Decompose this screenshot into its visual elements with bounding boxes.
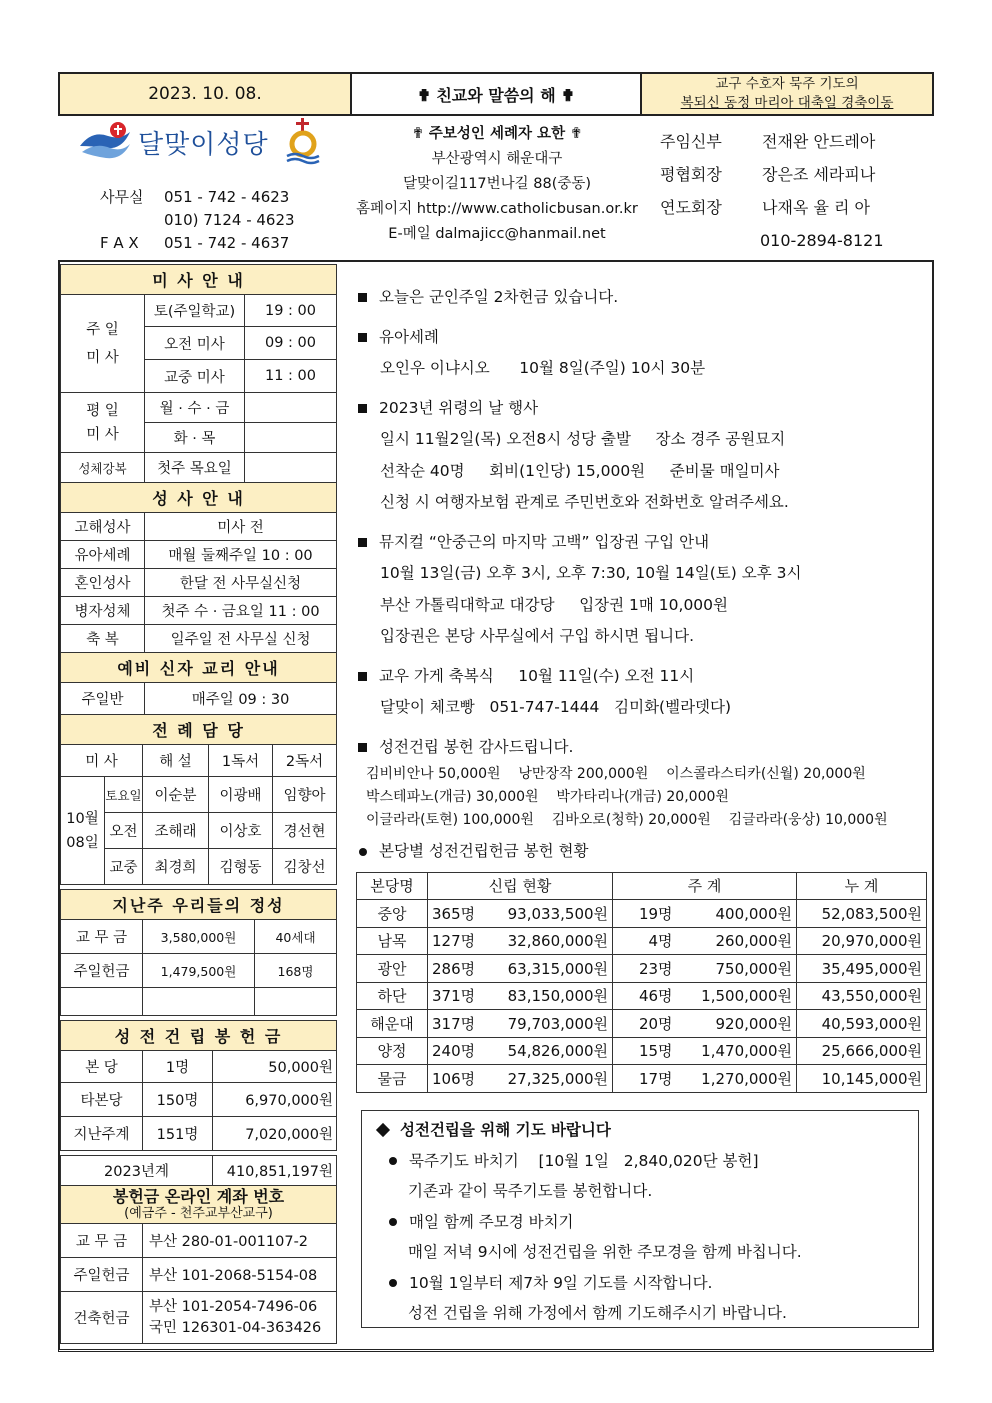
parish-status-table	[356, 872, 927, 1093]
building-account-numbers: 부산 101-2054-7496-06 국민 126301-04-363426	[143, 1292, 337, 1344]
offering-count: 40세대	[255, 920, 337, 954]
weekday-time	[245, 423, 337, 453]
notice-item: 본당별 성전건립헌금 봉헌 현황	[356, 836, 926, 868]
staff-row: 평협회장 장은조 세라피나	[660, 165, 876, 184]
prayer-item: 묵주기도 바치기 [10월 1일 2,840,020단 봉헌]	[374, 1146, 908, 1177]
liturgy-reading2: 김창선	[273, 849, 337, 885]
patron-saint: ✟ 주보성인 세례자 요한 ✟	[411, 126, 583, 142]
table-row: 남목 127명 32,860,000원 4명 260,000원 20,970,000원	[357, 927, 927, 955]
office-phones	[100, 186, 295, 255]
weekday-time	[245, 393, 337, 423]
office-phone-row: 010) 7124 - 4623	[164, 211, 295, 229]
staff-phone: 010-2894-8121	[760, 231, 884, 250]
catechism-title: 예비 신자 교리 안내	[61, 653, 337, 683]
prayer-detail: 성전 건립을 위해 가정에서 함께 기도해주시기 바랍니다.	[408, 1304, 787, 1322]
table-row: 물금 106명 27,325,000원 17명 1,270,000원 10,145,000원	[357, 1065, 927, 1093]
accounts-table	[60, 1185, 337, 1344]
parish-contact	[352, 122, 642, 247]
empty-cell	[255, 988, 337, 1016]
liturgy-reading2: 임향아	[273, 777, 337, 813]
prayer-item: 10월 1일부터 제7차 9일 기도를 시작합니다.	[374, 1268, 908, 1299]
sacrament-label: 혼인성사	[61, 569, 145, 597]
offering-label: 교 무 금	[61, 920, 143, 954]
building-fund-year-table	[60, 1155, 337, 1186]
account-number: 부산 280-01-001107-2	[143, 1224, 337, 1258]
mass-time: 11 : 00	[245, 360, 337, 393]
staff-row: 연도회장 나재옥 율 리 아	[660, 198, 870, 217]
feast-title: 교구 수호자 묵주 기도의 복되신 동정 마리아 대축일 경축이동	[642, 74, 932, 114]
liturgy-date: 10월 08일	[61, 777, 105, 885]
mass-name: 오전 미사	[145, 327, 245, 360]
fund-label: 지난주계	[61, 1117, 143, 1151]
address-line: 달맞이길117번나길 88(중동)	[402, 176, 592, 192]
prayer-title: 성전건립을 위해 기도 바랍니다	[400, 1121, 611, 1139]
mass-title: 미 사 안 내	[61, 265, 337, 295]
liturgy-mass: 오전	[105, 813, 143, 849]
account-label: 건축헌금	[61, 1292, 143, 1344]
status-header: 본당명	[357, 872, 428, 900]
accounts-subtitle: (예금주 - 천주교부산교구)	[124, 1205, 273, 1221]
accounts-title: 봉헌금 온라인 계좌 번호 (예금주 - 천주교부산교구)	[61, 1186, 337, 1224]
dot-bullet-icon	[359, 848, 367, 856]
fund-year-label: 2023년계	[61, 1156, 213, 1186]
square-bullet-icon	[358, 672, 367, 681]
notice-item: 교우 가게 축복식 10월 11일(수) 오전 11시 달맞이 체코빵 051-747-1444 김미화(벨라뎃다)	[356, 661, 926, 724]
liturgy-header: 2독서	[273, 745, 337, 777]
staff-list	[660, 125, 884, 257]
notice-item: 성전건립 봉헌 감사드립니다. 김비비안나 50,000원 낭만장작 200,000원 이스콜라스티카(신월) 20,000원 박스테파노(개금) 30,000원 박가타리나(개금) 20,000원 이글라라(토현) 100,000원 김바오로(청학) 20,000원 김글라라(웅상) 10,000원	[356, 732, 926, 833]
diamond-bullet-icon	[376, 1123, 390, 1137]
liturgy-reading1: 이광배	[209, 777, 273, 813]
fund-count: 151명	[143, 1117, 213, 1151]
sacrament-value: 한달 전 사무실신청	[145, 569, 337, 597]
offering-label: 주일헌금	[61, 954, 143, 988]
sacraments-title: 성 사 안 내	[61, 483, 337, 513]
homepage-link[interactable]: 홈페이지 http://www.catholicbusan.or.kr	[356, 201, 638, 217]
fund-year-amount: 410,851,197원	[213, 1156, 337, 1186]
catechism-label: 주일반	[61, 683, 145, 715]
staff-row: 주임신부 전재완 안드레아	[660, 132, 876, 151]
parish-logo	[78, 118, 323, 166]
empty-cell	[61, 988, 143, 1016]
offering-count: 168명	[255, 954, 337, 988]
dot-bullet-icon	[389, 1279, 397, 1287]
fund-amount: 50,000원	[213, 1051, 337, 1083]
communion-time	[245, 453, 337, 483]
weekday-days: 월 · 수 · 금	[145, 393, 245, 423]
sacrament-label: 축 복	[61, 625, 145, 653]
dot-bullet-icon	[389, 1218, 397, 1226]
fund-count: 150명	[143, 1083, 213, 1117]
mass-name: 교중 미사	[145, 360, 245, 393]
offering-amount: 3,580,000원	[143, 920, 255, 954]
top-banner	[58, 72, 934, 116]
fund-label: 본 당	[61, 1051, 143, 1083]
year-theme: ✟ 친교와 말씀의 해 ✟	[352, 74, 642, 114]
square-bullet-icon	[358, 333, 367, 342]
offerings-title: 지난주 우리들의 정성	[61, 890, 337, 920]
table-row: 광안 286명 63,315,000원 23명 750,000원 35,495,000원	[357, 955, 927, 983]
mass-name: 토(주일학교)	[145, 295, 245, 327]
prayer-detail: 기존과 같이 묵주기도를 봉헌합니다.	[408, 1182, 653, 1200]
liturgy-header: 해 설	[143, 745, 209, 777]
square-bullet-icon	[358, 743, 367, 752]
sacrament-label: 유아세례	[61, 541, 145, 569]
liturgy-reading1: 이상호	[209, 813, 273, 849]
prayer-box	[361, 1110, 919, 1328]
liturgy-commentator: 최경희	[143, 849, 209, 885]
account-number: 부산 101-2068-5154-08	[143, 1258, 337, 1292]
liturgy-commentator: 이순분	[143, 777, 209, 813]
liturgy-reading1: 김형동	[209, 849, 273, 885]
table-row: 양정 240명 54,826,000원 15명 1,470,000원 25,666,000원	[357, 1037, 927, 1065]
catechism-table	[60, 652, 337, 715]
moon-cross-emblem-icon	[283, 118, 323, 166]
parish-name: 달맞이성당	[138, 129, 269, 160]
liturgy-commentator: 조해래	[143, 813, 209, 849]
dot-bullet-icon	[389, 1157, 397, 1165]
status-header: 누 계	[797, 872, 927, 900]
wave-logo-icon	[78, 120, 132, 164]
liturgy-header: 미 사	[61, 745, 143, 777]
communion-value: 첫주 목요일	[145, 453, 245, 483]
weekday-mass-label: 평 일 미 사	[61, 393, 145, 453]
offerings-table	[60, 889, 337, 1016]
liturgy-header: 1독서	[209, 745, 273, 777]
catechism-value: 매주일 09 : 30	[145, 683, 337, 715]
offering-amount: 1,479,500원	[143, 954, 255, 988]
empty-cell	[143, 988, 255, 1016]
account-label: 교 무 금	[61, 1224, 143, 1258]
liturgy-table	[60, 714, 337, 885]
weekday-days: 화 · 목	[145, 423, 245, 453]
prayer-item: 매일 함께 주모경 바치기	[374, 1207, 908, 1238]
address-line: 부산광역시 해운대구	[431, 151, 563, 167]
liturgy-title: 전 례 담 당	[61, 715, 337, 745]
fund-amount: 7,020,000원	[213, 1117, 337, 1151]
sacrament-value: 매월 둘째주일 10 : 00	[145, 541, 337, 569]
mass-time: 09 : 00	[245, 327, 337, 360]
notice-item: 유아세례 오인우 이냐시오 10월 8일(주일) 10시 30분	[356, 322, 926, 385]
email-link[interactable]: E-메일 dalmajicc@hanmail.net	[388, 226, 606, 242]
table-row: 해운대 317명 79,703,000원 20명 920,000원 40,593,000원	[357, 1010, 927, 1038]
sunday-mass-label: 주 일 미 사	[61, 295, 145, 393]
notices	[356, 282, 926, 1093]
communion-label: 성체강복	[61, 453, 145, 483]
mass-schedule-table	[60, 264, 337, 483]
square-bullet-icon	[358, 293, 367, 302]
mass-time: 19 : 00	[245, 295, 337, 327]
account-label: 주일헌금	[61, 1258, 143, 1292]
liturgy-mass: 토요일	[105, 777, 143, 813]
office-phone-row: 사무실 051 - 742 - 4623	[100, 188, 290, 206]
sacrament-value: 첫주 수 · 금요일 11 : 00	[145, 597, 337, 625]
status-header: 주 계	[613, 872, 797, 900]
status-header: 신립 현황	[428, 872, 613, 900]
square-bullet-icon	[358, 404, 367, 413]
liturgy-mass: 교중	[105, 849, 143, 885]
notice-item: 뮤지컬 “안중근의 마지막 고백” 입장권 구입 안내 10월 13일(금) 오후 3시, 오후 7:30, 10월 14일(토) 오후 3시 부산 가톨릭대학교 대강당 입장권 1매 10,000원 입장권은 본당 사무실에서 구입 하시면 됩니다.	[356, 527, 926, 653]
office-phone-row: F A X 051 - 742 - 4637	[100, 234, 290, 252]
sacrament-label: 병자성체	[61, 597, 145, 625]
sacraments-table	[60, 482, 337, 653]
prayer-detail: 매일 저녁 9시에 성전건립을 위한 주모경을 함께 바칩니다.	[408, 1243, 802, 1261]
sidebar	[60, 264, 336, 1344]
table-row: 중앙 365명 93,033,500원 19명 400,000원 52,083,500원	[357, 900, 927, 928]
notice-item: 2023년 위령의 날 행사 일시 11월2일(목) 오전8시 성당 출발 장소 경주 공원묘지 선착순 40명 회비(1인당) 15,000원 준비물 매일미사 신청 시 여행자보험 관계로 주민번호와 전화번호 알려주세요.	[356, 393, 926, 519]
fund-label: 타본당	[61, 1083, 143, 1117]
fund-count: 1명	[143, 1051, 213, 1083]
building-fund-title: 성 전 건 립 봉 헌 금	[61, 1021, 337, 1051]
sacrament-label: 고해성사	[61, 513, 145, 541]
fund-amount: 6,970,000원	[213, 1083, 337, 1117]
building-fund-table	[60, 1020, 337, 1151]
bulletin-date: 2023. 10. 08.	[60, 74, 352, 114]
square-bullet-icon	[358, 538, 367, 547]
table-row: 하단 371명 83,150,000원 46명 1,500,000원 43,550,000원	[357, 982, 927, 1010]
sacrament-value: 미사 전	[145, 513, 337, 541]
liturgy-reading2: 경선현	[273, 813, 337, 849]
sacrament-value: 일주일 전 사무실 신청	[145, 625, 337, 653]
notice-item: 오늘은 군인주일 2차헌금 있습니다.	[356, 282, 926, 314]
